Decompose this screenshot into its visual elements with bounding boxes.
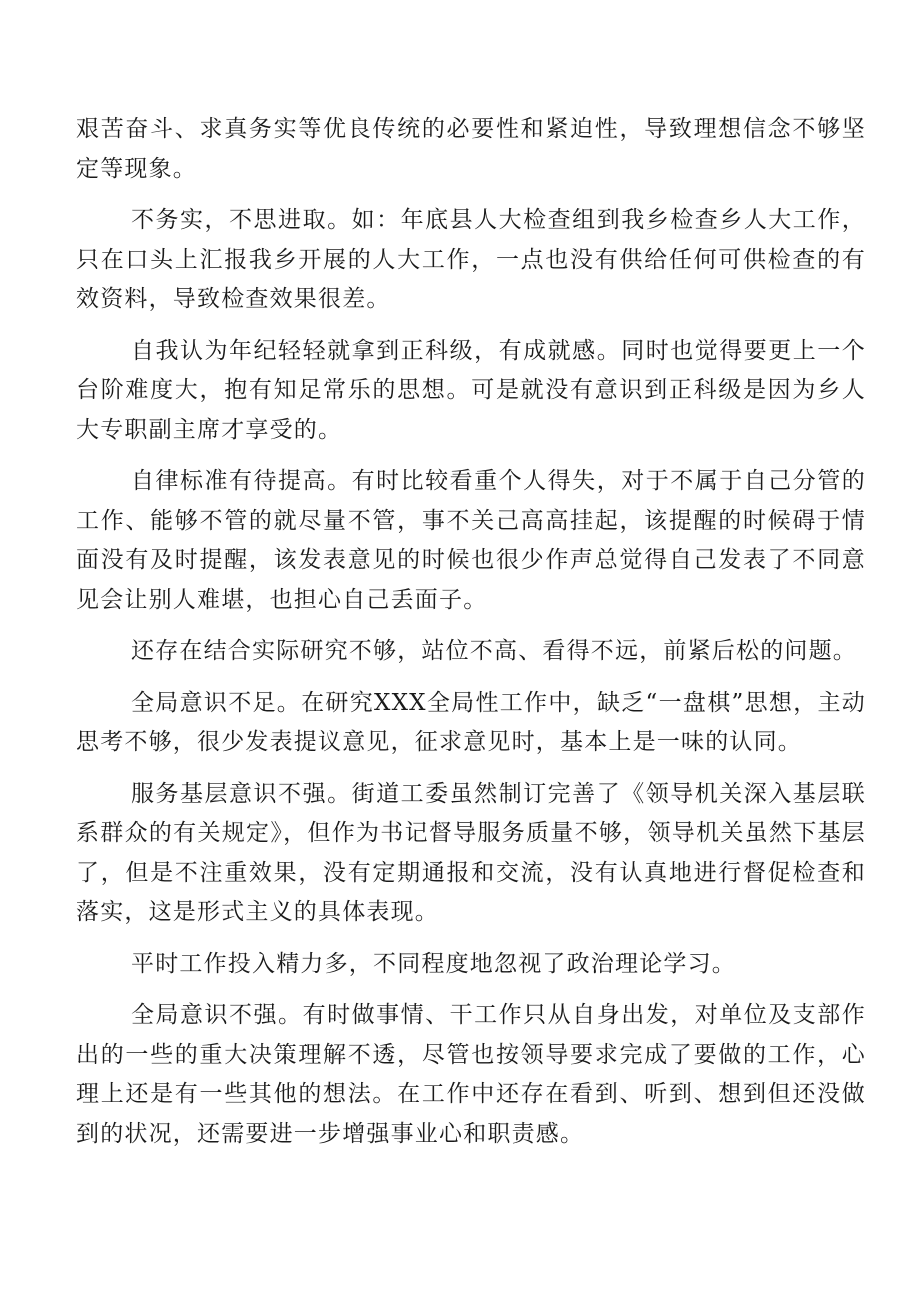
paragraph-self-discipline: 自律标准有待提高。有时比较看重个人得失，对于不属于自己分管的工作、能够不管的就尽量不管，事不关己高高挂起，该提醒的时候碍于情面没有及时提醒，该发表意见的时候也很少作声总觉得自己发表了不同意见会让别人难堪，也担心自己丢面子。 xyxy=(76,468,866,613)
paragraph-overall-awareness-weak: 全局意识不强。有时做事情、干工作只从自身出发，对单位及支部作出的一些的重大决策理解不透，尽管也按领导要求完成了要做的工作，心理上还是有一些其他的想法。在工作中还存在看到、听到、想到但还没做到的状况，还需要进一步增强事业心和职责感。 xyxy=(76,1002,866,1147)
paragraph-continuation: 艰苦奋斗、求真务实等优良传统的必要性和紧迫性，导致理想信念不够坚定等现象。 xyxy=(76,116,866,182)
paragraph-grassroots-service: 服务基层意识不强。街道工委虽然制订完善了《领导机关深入基层联系群众的有关规定》，但作为书记督导服务质量不够，领导机关虽然下基层了，但是不注重效果，没有定期通报和交流，没有认真地进行督促检查和落实，这是形式主义的具体表现。 xyxy=(76,780,866,925)
paragraph-theory-study: 平时工作投入精力多，不同程度地忽视了政治理论学习。 xyxy=(131,950,736,977)
paragraph-overall-awareness: 全局意识不足。在研究XXX全局性工作中，缺乏“一盘棋”思想，主动思考不够，很少发表提议意见，征求意见时，基本上是一味的认同。 xyxy=(76,689,866,755)
paragraph-not-pragmatic: 不务实，不思进取。如：年底县人大检查组到我乡检查乡人大工作，只在口头上汇报我乡开展的人大工作，一点也没有供给任何可供检查的有效资料，导致检查效果很差。 xyxy=(76,207,866,312)
paragraph-self-satisfaction: 自我认为年纪轻轻就拿到正科级，有成就感。同时也觉得要更上一个台阶难度大，抱有知足常乐的思想。可是就没有意识到正科级是因为乡人大专职副主席才享受的。 xyxy=(76,337,866,443)
paragraph-research: 还存在结合实际研究不够，站位不高、看得不远，前紧后松的问题。 xyxy=(131,638,857,664)
document-body xyxy=(76,110,866,1166)
